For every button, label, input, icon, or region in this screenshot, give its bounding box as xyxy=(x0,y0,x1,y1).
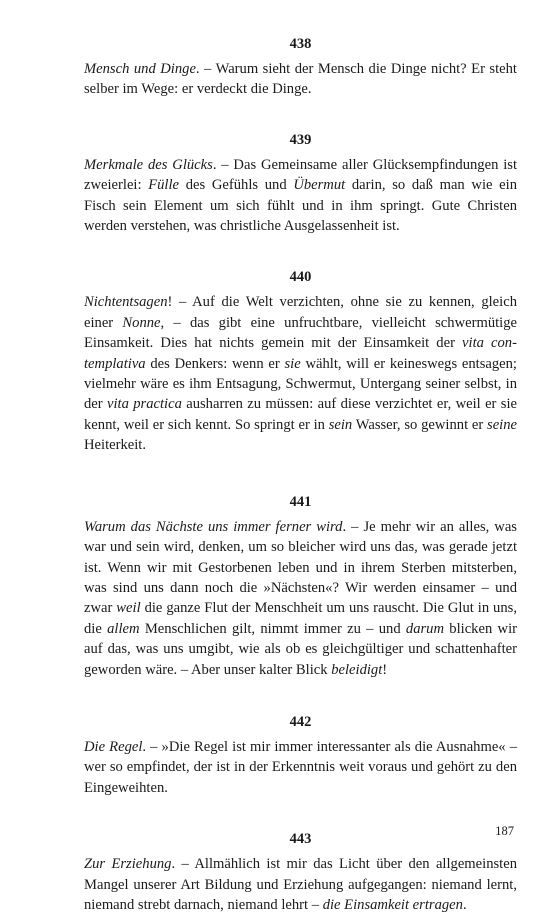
aphorism-text xyxy=(84,292,517,455)
italic-run: Nonne xyxy=(122,314,161,331)
text-run: . – »Die Regel ist mir immer interessanter als die Ausnahme« – wer so empfindet, der ist in der Erkenntnis weit voraus und gehört zu den Eingeweihten. xyxy=(84,738,518,796)
italic-run: Zur Erziehung xyxy=(84,856,172,873)
text-run: wählt, will er keineswegs entsagen; vielmehr wäre es ihm Entsagung, Schwermut, Untergang seiner selbst, in der xyxy=(84,355,517,413)
aphorism-number: 439 xyxy=(289,131,312,148)
text-run: die ganze Flut der Menschheit um uns rauscht. Die Glut in uns, die xyxy=(84,600,517,637)
aphorism-439 xyxy=(84,130,517,237)
text-run: . – Je mehr wir an alles, was war und sein wird, denken, um so bleicher wird uns das, was gerade jetzt ist. Wenn wir mit Gestorbenen leben und in ihrem Sterben mitsterben, was sind uns dann noch die »Nächsten«? Wir werden einsamer – und zwar xyxy=(84,518,517,617)
italic-run: sie xyxy=(284,355,301,372)
italic-run: Übermut xyxy=(293,177,346,194)
text-run: Heiterkeit. xyxy=(84,437,146,454)
aphorism-number: 442 xyxy=(289,713,312,730)
aphorism-text xyxy=(84,854,517,915)
italic-run: die Einsamkeit ertragen xyxy=(322,896,463,913)
text-run: blicken wir auf das, was uns umgibt, wie als ob es gleichgültiger und schattenhafter geworden wäre. – Aber unser kalter Blick xyxy=(84,620,517,678)
italic-run: weil xyxy=(116,600,141,617)
text-run: ! xyxy=(382,661,388,678)
text-run: . – Allmählich ist mir das Licht über den allgemeinsten Mangel unserer Art Bildung und Erziehung aufgegangen: niemand lernt, niemand strebt darnach, niemand lehrt – xyxy=(84,856,517,913)
italic-run: beleidigt xyxy=(331,661,383,678)
italic-run: Mensch und Dinge xyxy=(84,61,196,77)
text-run: . – Das Gemeinsame aller Glücksempfindungen ist zweierlei: xyxy=(84,156,517,194)
aphorism-443 xyxy=(84,829,517,915)
page-number: 187 xyxy=(495,824,514,838)
aphorism-number: 438 xyxy=(289,36,312,52)
aphorism-438 xyxy=(84,34,517,100)
aphorism-number: 440 xyxy=(289,269,312,286)
aphorism-text xyxy=(84,155,517,237)
italic-run: vita contemplativa xyxy=(84,335,517,372)
italic-run: sein xyxy=(328,416,353,433)
page-body xyxy=(84,34,517,915)
italic-run: allem xyxy=(107,620,140,637)
aphorism-441 xyxy=(84,492,517,680)
text-run: . xyxy=(462,896,467,913)
aphorism-440 xyxy=(84,267,517,455)
aphorism-text xyxy=(84,737,517,798)
text-run: ! – Auf die Welt verzichten, ohne sie zu kennen, gleich einer xyxy=(84,294,517,331)
text-run: des Denkers: wenn er xyxy=(145,355,285,372)
italic-run: darum xyxy=(405,620,445,637)
text-run: Wasser, so gewinnt er xyxy=(352,416,488,433)
italic-run: Die Regel xyxy=(84,738,143,755)
text-run: . – Warum sieht der Mensch die Dinge nicht? Er steht selber im Wege: er verdeckt die Dinge. xyxy=(84,61,517,98)
italic-run: vita practica xyxy=(107,396,182,413)
italic-run: Merkmale des Glücks xyxy=(84,156,213,173)
aphorism-text xyxy=(84,517,517,680)
text-run: Menschlichen gilt, nimmt immer zu – und xyxy=(139,620,406,637)
aphorism-442 xyxy=(84,712,517,798)
italic-run: Nichtentsagen xyxy=(84,294,168,311)
text-run: darin, so daß man wie ein Fisch sein Element um sich fühlt und in ihm springt. Gute Christen werden verstehen, was christliche Ausgelassenheit ist. xyxy=(84,177,517,235)
italic-run: Warum das Nächste uns immer ferner wird xyxy=(84,518,343,535)
text-run: ausharren zu müssen: auf diese verzichtet er, weil er sie kennt, weil er sich kennt. So springt er in xyxy=(84,396,517,433)
italic-run: Fülle xyxy=(148,177,180,194)
italic-run: seine xyxy=(487,416,518,433)
aphorism-number: 441 xyxy=(289,493,312,510)
text-run: , – das gibt eine unfruchtbare, vielleicht schwermütige Einsamkeit. Dies hat nichts gemein mit der Einsamkeit der xyxy=(84,314,517,352)
text-run: des Gefühls und xyxy=(179,177,294,194)
aphorism-number: 443 xyxy=(289,831,312,848)
aphorism-text xyxy=(84,59,517,100)
